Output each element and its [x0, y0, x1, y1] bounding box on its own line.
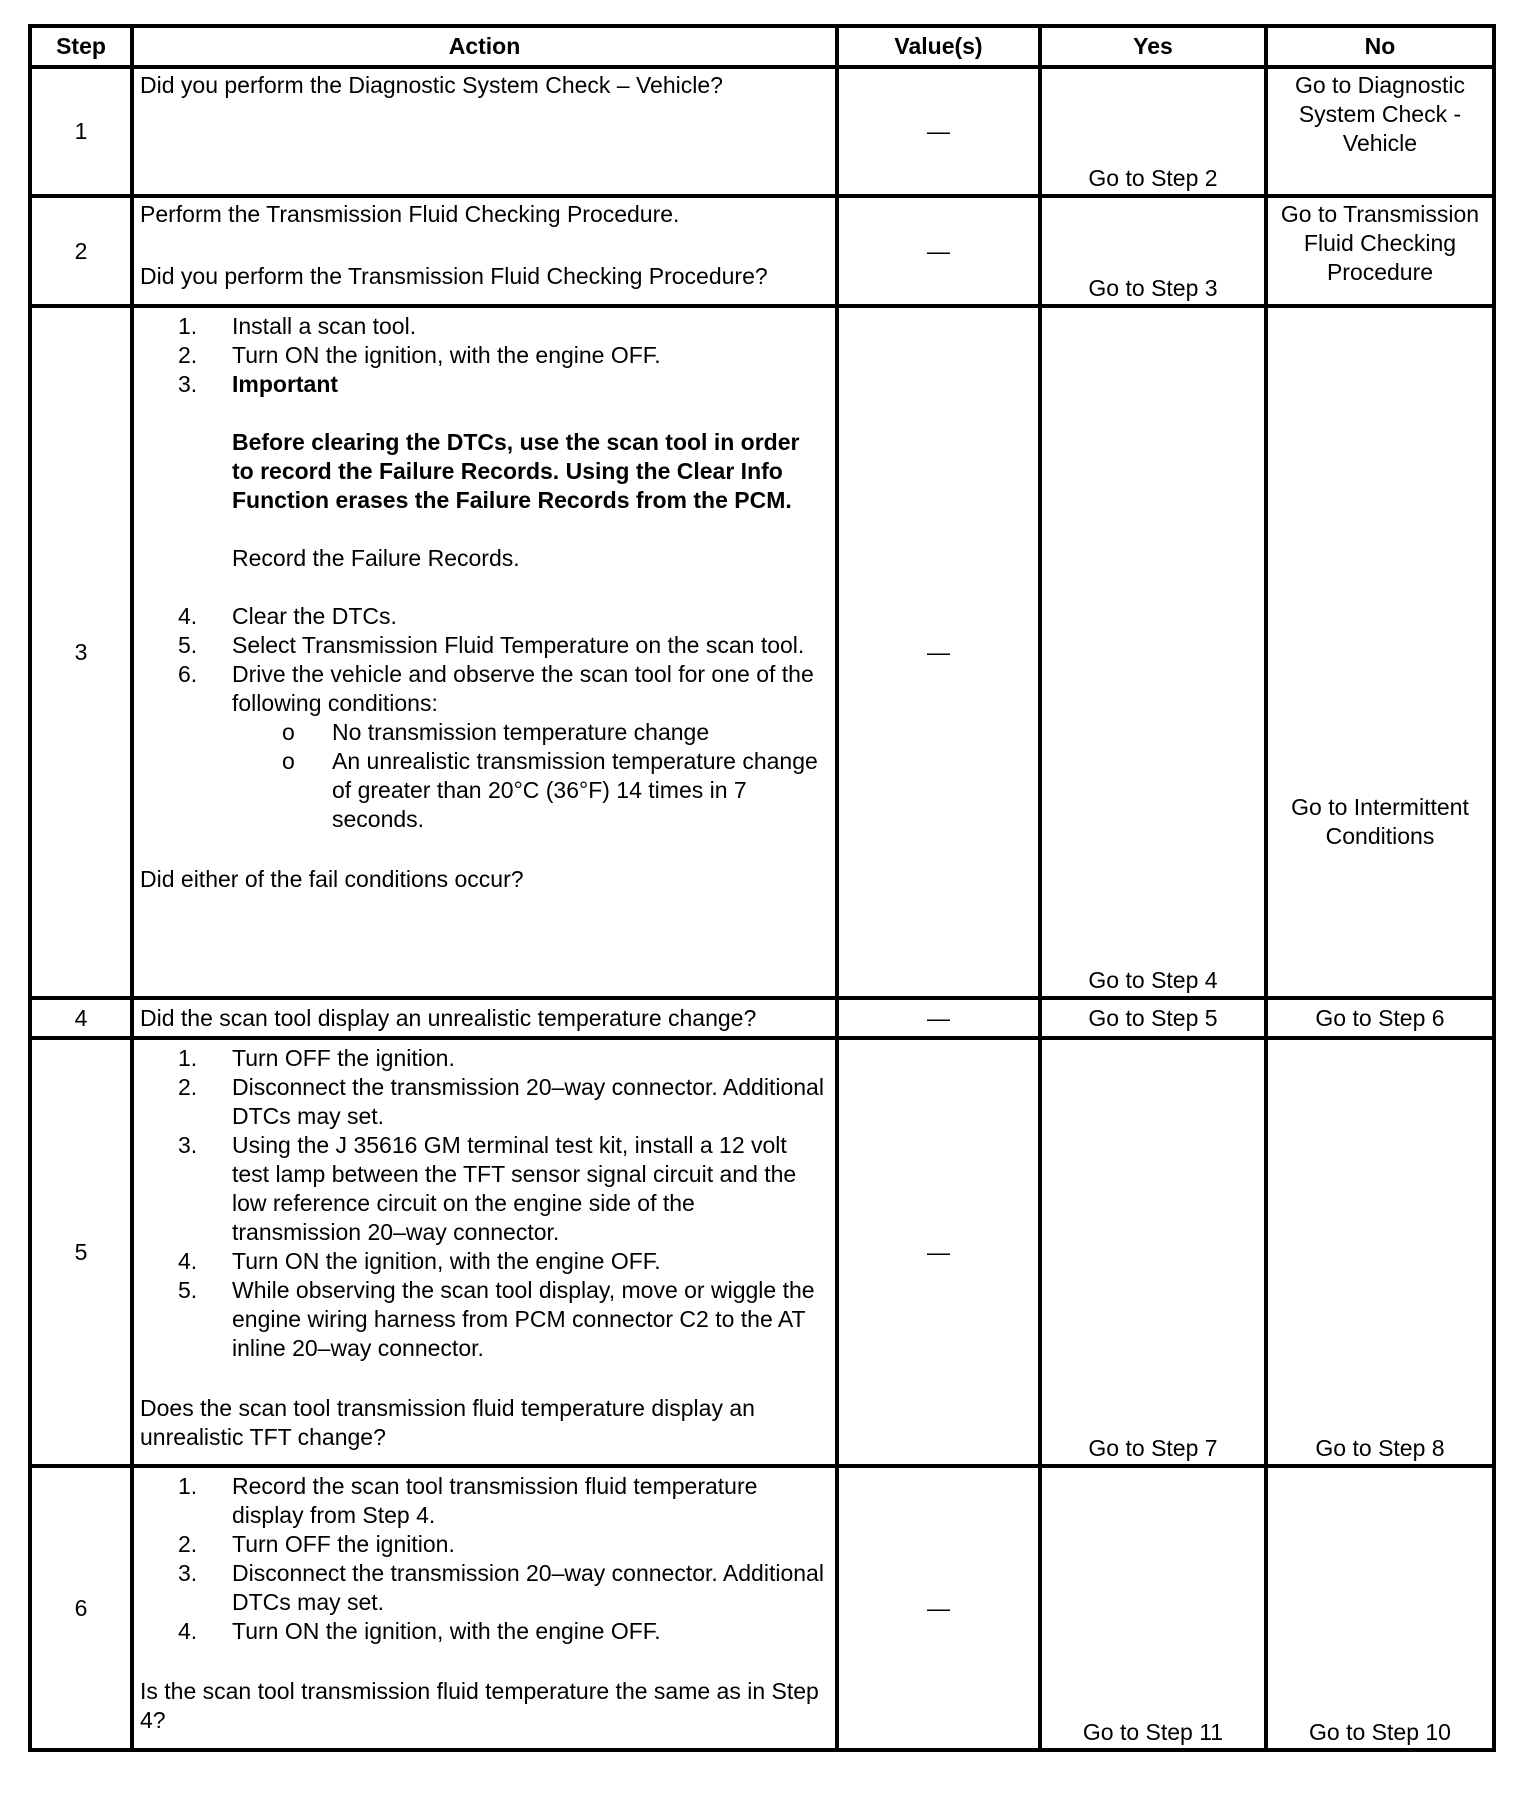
action-question: Did either of the fail conditions occur?: [140, 866, 524, 892]
action-cell: [132, 306, 837, 998]
list-item: 3. Disconnect the transmission 20–way connector. Additional DTCs may set.: [178, 1560, 824, 1615]
no-link[interactable]: Go to Transmission Fluid Checking Procedure: [1280, 201, 1480, 285]
no-cell: [1266, 1038, 1494, 1466]
action-question: Did you perform the Diagnostic System Check – Vehicle?: [140, 72, 723, 98]
list-item: 4. Clear the DTCs.: [178, 603, 397, 629]
step-number: 5: [30, 1038, 132, 1466]
no-cell: [1266, 67, 1494, 196]
step-number: 4: [30, 998, 132, 1038]
yes-link[interactable]: Go to Step 4: [1088, 967, 1218, 993]
no-cell: [1266, 1466, 1494, 1750]
action-question: Did you perform the Transmission Fluid Checking Procedure?: [140, 263, 768, 289]
diagnostic-table: [28, 24, 1496, 1752]
list-item: 2. Turn OFF the ignition.: [178, 1531, 455, 1557]
action-header: Action: [132, 26, 837, 67]
list-item: 4. Turn ON the ignition, with the engine OFF.: [178, 1618, 661, 1644]
list-item: 4. Turn ON the ignition, with the engine OFF.: [178, 1248, 661, 1274]
no-link[interactable]: Go to Diagnostic System Check - Vehicle: [1294, 72, 1466, 156]
action-question: Does the scan tool transmission fluid temperature display an unrealistic TFT change?: [140, 1395, 755, 1450]
list-item: 3. Important Before clearing the DTCs, use the scan tool in order to record the Failure Records. Using the Clear Info Function erases the Failure Records from the PCM. Record the Failure Records.: [232, 370, 827, 602]
yes-link[interactable]: Go to Step 5: [1040, 998, 1266, 1038]
list-item: 1. Record the scan tool transmission fluid temperature display from Step 4.: [178, 1473, 758, 1528]
step-number: 1: [30, 67, 132, 196]
step-number: 6: [30, 1466, 132, 1750]
list-item: 2. Turn ON the ignition, with the engine OFF.: [178, 342, 661, 368]
no-link[interactable]: Go to Step 10: [1309, 1719, 1451, 1745]
no-cell: [1266, 306, 1494, 998]
list-item: 2. Disconnect the transmission 20–way connector. Additional DTCs may set.: [178, 1074, 824, 1129]
action-steps: [134, 1468, 835, 1646]
header-row: [30, 26, 1494, 67]
value-cell: —: [837, 1038, 1040, 1466]
yes-link[interactable]: Go to Step 3: [1088, 275, 1218, 301]
value-cell: —: [837, 1466, 1040, 1750]
action-question: Is the scan tool transmission fluid temperature the same as in Step 4?: [140, 1678, 819, 1733]
condition-item: o No transmission temperature change: [282, 719, 710, 745]
no-header: No: [1266, 26, 1494, 67]
action-cell: [132, 67, 837, 196]
step-header: Step: [30, 26, 132, 67]
yes-link[interactable]: Go to Step 7: [1088, 1435, 1218, 1461]
action-cell: [132, 196, 837, 306]
step-number: 3: [30, 306, 132, 998]
yes-link[interactable]: Go to Step 11: [1082, 1719, 1224, 1745]
yes-cell: [1040, 1466, 1266, 1750]
value-cell: —: [837, 306, 1040, 998]
no-link[interactable]: Go to Intermittent Conditions: [1291, 794, 1469, 849]
no-cell: [1266, 196, 1494, 306]
list-item: 3. Using the J 35616 GM terminal test kit, install a 12 volt test lamp between the TFT sensor signal circuit and the low reference circuit on the engine side of the transmission 20–way connector.: [178, 1132, 797, 1245]
action-intro: Perform the Transmission Fluid Checking Procedure.: [140, 201, 680, 227]
yes-header: Yes: [1040, 26, 1266, 67]
record-text: Record the Failure Records.: [232, 545, 520, 571]
table-row-step-5: [30, 1038, 1494, 1466]
action-question: Did the scan tool display an unrealistic temperature change?: [140, 1004, 757, 1031]
action-cell: [132, 1466, 837, 1750]
table-row-step-1: [30, 67, 1494, 196]
yes-cell: [1040, 1038, 1266, 1466]
action-cell: [132, 998, 837, 1038]
table-row-step-4: [30, 998, 1494, 1038]
action-steps: [134, 1040, 835, 1363]
values-header: Value(s): [837, 26, 1040, 67]
table-row-step-2: [30, 196, 1494, 306]
list-item: 1. Turn OFF the ignition.: [178, 1045, 455, 1071]
step-number: 2: [30, 196, 132, 306]
yes-link[interactable]: Go to Step 2: [1088, 165, 1218, 191]
yes-cell: [1040, 196, 1266, 306]
important-note: Before clearing the DTCs, use the scan tool in order to record the Failure Records. Using the Clear Info Function erases the Failure Records from the PCM.: [232, 429, 800, 513]
value-cell: —: [837, 998, 1040, 1038]
list-item: 5. While observing the scan tool display, move or wiggle the engine wiring harness from PCM connector C2 to the AT inline 20–way connector.: [178, 1277, 815, 1361]
yes-cell: [1040, 306, 1266, 998]
value-cell: —: [837, 67, 1040, 196]
value-cell: —: [837, 196, 1040, 306]
list-item: 5. Select Transmission Fluid Temperature on the scan tool.: [178, 632, 805, 658]
action-steps: [134, 308, 835, 834]
list-item: 1. Install a scan tool.: [178, 313, 417, 339]
action-cell: [132, 1038, 837, 1466]
no-link[interactable]: Go to Step 8: [1315, 1435, 1445, 1461]
condition-item: o An unrealistic transmission temperature change of greater than 20°C (36°F) 14 times in 7 seconds.: [282, 748, 818, 832]
table-row-step-6: [30, 1466, 1494, 1750]
list-item: 6. Drive the vehicle and observe the scan tool for one of the following conditions: o No transmission temperature change o An unrealistic transmission temperature change of greater than 20°C (36°F) 14 times in 7 seconds.: [232, 660, 827, 834]
condition-list: [232, 718, 827, 834]
table-row-step-3: [30, 306, 1494, 998]
no-link[interactable]: Go to Step 6: [1266, 998, 1494, 1038]
yes-cell: [1040, 67, 1266, 196]
